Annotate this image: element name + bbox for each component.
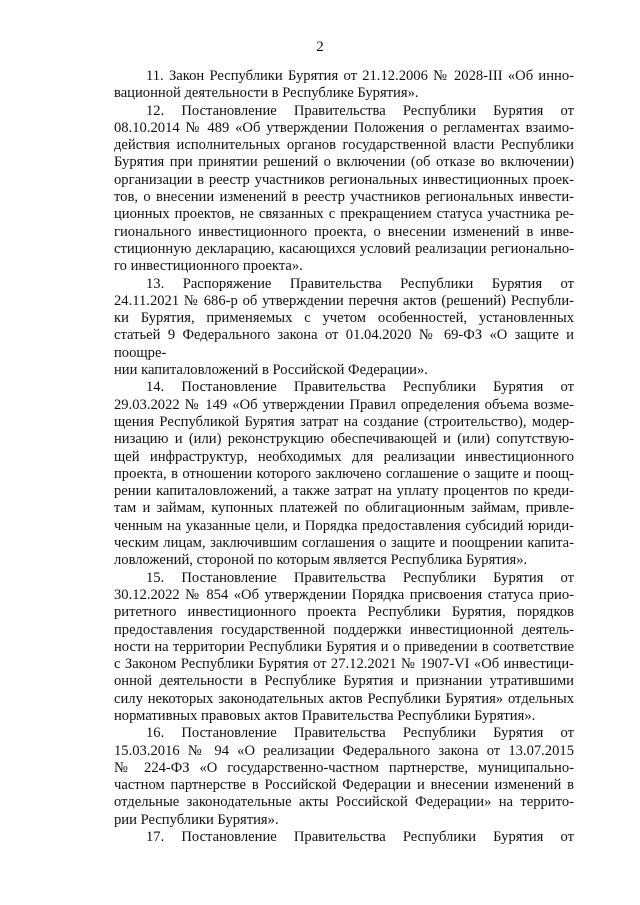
- paragraph-line: низацию и (или) реконструкцию обеспечивающей и (или) сопутствую-: [114, 431, 574, 448]
- paragraph-line: 15.03.2016 № 94 «О реализации Федерального закона от 13.07.2015: [114, 742, 574, 759]
- list-item-paragraph: [114, 68, 574, 103]
- paragraph-line: Бурятия при принятии решений о включении (об отказе во включении): [114, 154, 574, 171]
- paragraph-line: ченным на указанные цели, и Порядка предоставления субсидий юриди-: [114, 517, 574, 534]
- paragraph-line: ритетного инвестиционного проекта Республики Бурятия, порядков: [114, 604, 574, 621]
- paragraph-line: гионального инвестиционного проекта, о внесении изменений в инве-: [114, 223, 574, 240]
- paragraph-line: щения Республикой Бурятия затрат на создание (строительство), модер-: [114, 413, 574, 430]
- paragraph-line: действия исполнительных органов государственной власти Республики: [114, 137, 574, 154]
- paragraph-line: ческим лицам, заключившим соглашения о защите и поощрении капита-: [114, 535, 574, 552]
- list-item-paragraph: [114, 379, 574, 569]
- paragraph-line: ки Бурятия, применяемых с учетом особенностей, установленных статьей 9 Федерального закона от 01.04.2020 № 69-ФЗ «О защите и поощре-: [114, 310, 574, 361]
- paragraph-line: № 224-ФЗ «О государственно-частном партнерстве, муниципально-: [114, 759, 574, 776]
- document-body: [114, 68, 574, 846]
- paragraph-line: тов, о внесении изменений в реестр участников региональных инвести-: [114, 189, 574, 206]
- list-item-paragraph: [114, 103, 574, 276]
- paragraph-line: предоставления государственной поддержки инвестиционной деятель-: [114, 621, 574, 638]
- paragraph-line: рении капиталовложений, а также затрат на уплату процентов по креди-: [114, 483, 574, 500]
- paragraph-line: отдельные законодательные акты Российской Федерации» на террито-: [114, 794, 574, 811]
- paragraph-line: вационной деятельности в Республике Бурятия».: [114, 85, 419, 102]
- paragraph-line: 13. Распоряжение Правительства Республики Бурятия от: [146, 275, 574, 292]
- paragraph-line: с Законом Республики Бурятия от 27.12.2021 № 1907-VI «Об инвестици-: [114, 656, 574, 673]
- paragraph-line: ности на территории Республики Бурятия и о приведении в соответствие: [114, 638, 574, 655]
- paragraph-line: го инвестиционного проекта».: [114, 258, 303, 275]
- paragraph-line: 24.11.2021 № 686-р об утверждении перечня актов (решений) Республи-: [114, 292, 574, 309]
- list-item-paragraph: [114, 276, 574, 380]
- list-item-paragraph: [114, 725, 574, 829]
- list-item-paragraph: [114, 829, 574, 846]
- list-item-paragraph: [114, 570, 574, 726]
- paragraph-line: нии капиталовложений в Российской Федерации».: [114, 362, 428, 379]
- paragraph-line: ционных проектов, не связанных с прекращением статуса участника ре-: [114, 206, 574, 223]
- paragraph-line: рии Республики Бурятия».: [114, 811, 279, 828]
- paragraph-line: онной деятельности в Республике Бурятия и признании утратившими: [114, 673, 574, 690]
- paragraph-line: 17. Постановление Правительства Республики Бурятия от: [146, 829, 574, 846]
- paragraph-line: щей инфраструктур, необходимых для реализации инвестиционного: [114, 448, 574, 465]
- paragraph-line: проекта, в отношении которого заключено соглашение о защите и поощ-: [114, 465, 574, 482]
- paragraph-line: 14. Постановление Правительства Республики Бурятия от: [146, 379, 574, 396]
- paragraph-line: стиционную декларацию, касающихся условий реализации регионально-: [114, 240, 574, 257]
- page-number: 2: [316, 39, 324, 55]
- paragraph-line: нормативных правовых актов Правительства Республики Бурятия».: [114, 707, 536, 724]
- paragraph-line: организации в реестр участников региональных инвестиционных проек-: [114, 171, 574, 188]
- paragraph-line: 11. Закон Республики Бурятия от 21.12.2006 № 2028-III «Об инно-: [146, 68, 574, 84]
- paragraph-line: 15. Постановление Правительства Республики Бурятия от: [146, 569, 574, 586]
- paragraph-line: силу некоторых законодательных актов Республики Бурятия» отдельных: [114, 690, 574, 707]
- paragraph-line: ловложений, стороной по которым является Республика Бурятия».: [114, 552, 528, 569]
- paragraph-line: 29.03.2022 № 149 «Об утверждении Правил определения объема возме-: [114, 396, 574, 413]
- paragraph-line: 12. Постановление Правительства Республики Бурятия от: [146, 102, 574, 119]
- paragraph-line: там и займам, купонных платежей по облигационным займам, привле-: [114, 500, 574, 517]
- paragraph-line: частном партнерстве в Российской Федерации и внесении изменений в: [114, 777, 574, 794]
- paragraph-line: 08.10.2014 № 489 «Об утверждении Положения о регламентах взаимо-: [114, 119, 574, 136]
- paragraph-line: 16. Постановление Правительства Республики Бурятия от: [146, 725, 574, 742]
- paragraph-line: 30.12.2022 № 854 «Об утверждении Порядка присвоения статуса прио-: [114, 586, 574, 603]
